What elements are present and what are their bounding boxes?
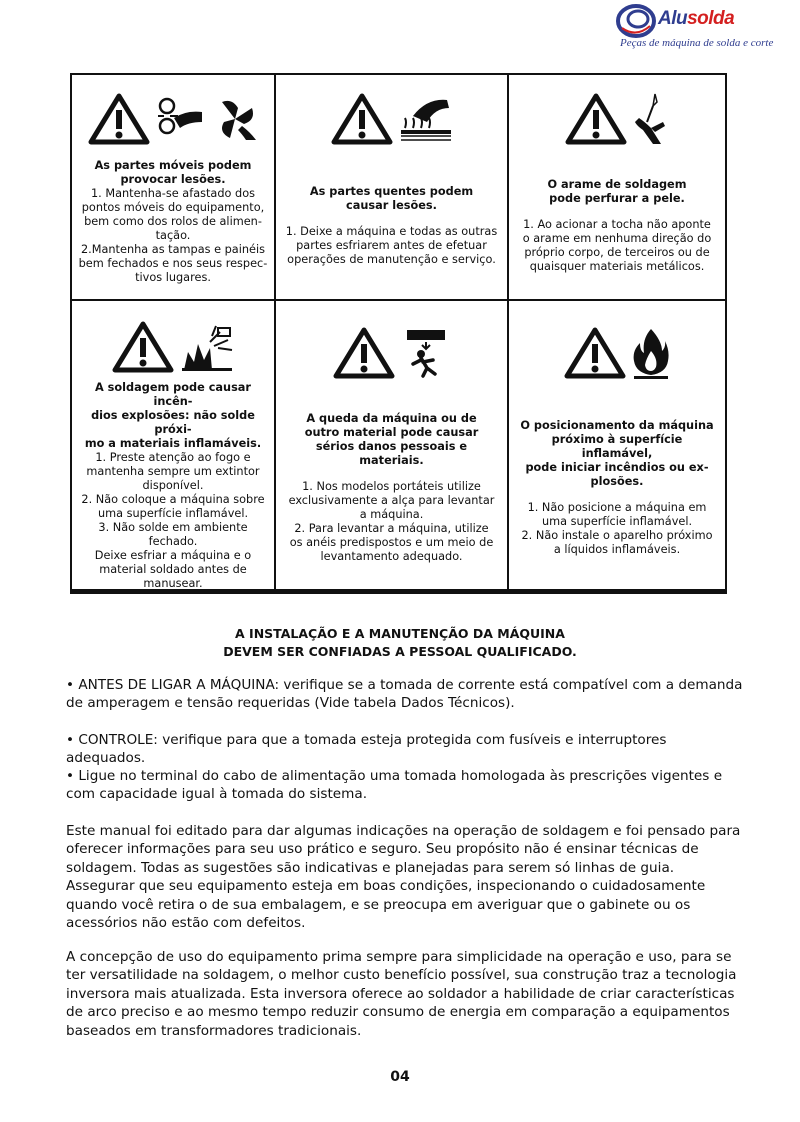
warning-title: O arame de soldagem pode perfurar a pele. — [547, 178, 687, 205]
warning-text: 1. Preste atenção ao fogo e mantenha sempre um extintor disponível. 2. Não coloque a máquina sobre uma superfície inflamável. 3. Não solde em ambiente fechado. Deixe esfriar a máquina e o material soldado antes de manusear. — [81, 451, 265, 590]
warnings-table — [70, 73, 727, 591]
section-heading: A INSTALAÇÃO E A MANUTENÇÃO DA MÁQUINA DEVEM SER CONFIADAS A PESSOAL QUALIFICADO. — [223, 626, 577, 659]
warning-title: A soldagem pode causar incên- dios explosões: não solde próxi- mo a materiais inflamáveis. — [84, 381, 262, 450]
warning-cell-falling-machine — [276, 301, 509, 589]
warning-body — [523, 159, 712, 293]
rollers-hand-icon — [156, 96, 206, 142]
fan-hand-icon — [212, 96, 258, 142]
warning-body — [282, 393, 501, 583]
brand-tagline: Peças de máquina de solda e corte — [620, 37, 774, 49]
warning-cell-moving-parts — [72, 75, 276, 301]
warning-pictograms — [333, 321, 451, 385]
warning-text: 1. Nos modelos portáteis utilize exclusivamente a alça para levantar a máquina. 2. Para levantar a máquina, utilize os anéis predispostos e um meio de levantamento adequado. — [288, 480, 495, 563]
warning-text: 1. Não posicione a máquina em uma superfície inflamável. 2. Não instale o aparelho próximo a líquidos inflamáveis. — [521, 501, 713, 556]
logo-swirl-icon — [616, 4, 656, 38]
warning-body — [286, 159, 497, 293]
warning-cell-hot-parts — [276, 75, 509, 301]
warning-triangle-icon — [333, 327, 395, 379]
warning-pictograms — [331, 87, 453, 151]
brand-logo — [612, 2, 792, 52]
warning-triangle-icon — [565, 93, 627, 145]
falling-load-icon — [401, 328, 451, 378]
warning-text: 1. Mantenha-se afastado dos pontos móveis do equipamento, bem como dos rolos de alimen- tação. 2.Mantenha as tampas e painéis bem fechados e nos seus respec- tivos lugares. — [78, 187, 268, 284]
warning-body — [78, 381, 268, 591]
page-number: 04 — [390, 1069, 410, 1085]
warning-body — [515, 393, 719, 583]
warning-body — [79, 159, 268, 293]
flame-icon — [632, 327, 670, 379]
hot-surface-hand-icon — [399, 94, 453, 144]
warning-cell-fire-explosion — [72, 301, 276, 589]
warning-pictograms — [112, 321, 234, 373]
brand-name: Alusolda — [658, 8, 735, 29]
warning-text: 1. Ao acionar a tocha não aponte o arame em nenhuma direção do próprio corpo, de terceiros ou de quaisquer materiais metálicos. — [522, 218, 712, 273]
warning-triangle-icon — [331, 93, 393, 145]
warning-pictograms — [564, 321, 670, 385]
warning-text: 1. Deixe a máquina e todas as outras partes esfriarem antes de efetuar operações de manutenção e serviço. — [285, 225, 498, 266]
warning-cell-flammable-surface — [509, 301, 725, 589]
warning-title: O posicionamento da máquina próximo à superfície inflamável, pode iniciar incêndios ou ex- plosões. — [520, 419, 714, 488]
paragraph-equipment-concept: A concepção de uso do equipamento prima sempre para simplicidade na operação e uso, para se ter versatilidade na soldagem, o melhor custo benefício possível, sua construção traz a tecnologia inversora mais atualizada. Esta inversora oferece ao soldador a habilidade de criar características de arco preciso e ao mesmo tempo reduzir consumo de energia em comparação a equipamentos baseados em transformadores tradicionais. — [66, 949, 737, 1039]
explosion-sparks-icon — [180, 322, 234, 372]
warning-title: As partes quentes podem causar lesões. — [309, 185, 474, 212]
warning-cell-welding-wire — [509, 75, 725, 301]
warning-pictograms — [88, 87, 258, 151]
paragraph-before-power-on: • ANTES DE LIGAR A MÁQUINA: verifique se a tomada de corrente está compatível com a demanda de amperagem e tensão requeridas (Vide tabela Dados Técnicos). — [66, 677, 743, 712]
warning-triangle-icon — [112, 321, 174, 373]
warning-triangle-icon — [564, 327, 626, 379]
paragraph-manual-purpose: Este manual foi editado para dar algumas indicações na operação de soldagem e foi pensado para oferecer informações para seu uso prático e seguro. Seu propósito não é ensinar técnicas de soldagem. Todas as sugestões são indicativas e planejadas para serem só linhas de guia. Assegurar que seu equipamento esteja em boas condições, inspecionando o cuidadosamente quando você retira o de sua embalagem, e se preocupa em averiguar que o gabinete ou os acessórios não estão com defeitos. — [66, 823, 741, 932]
paragraph-power-terminal: • Ligue no terminal do cabo de alimentação uma tomada homologada às prescrições vigentes e com capacidade igual à tomada do sistema. — [66, 768, 723, 803]
warning-title: A queda da máquina ou de outro material pode causar sérios danos pessoais e materiais. — [304, 412, 479, 467]
warning-title: As partes móveis podem provocar lesões. — [94, 159, 252, 186]
warning-triangle-icon — [88, 93, 150, 145]
warning-pictograms — [565, 87, 669, 151]
wire-puncture-hand-icon — [633, 92, 669, 146]
paragraph-control: • CONTROLE: verifique para que a tomada esteja protegida com fusíveis e interruptores adequados. — [66, 732, 667, 767]
